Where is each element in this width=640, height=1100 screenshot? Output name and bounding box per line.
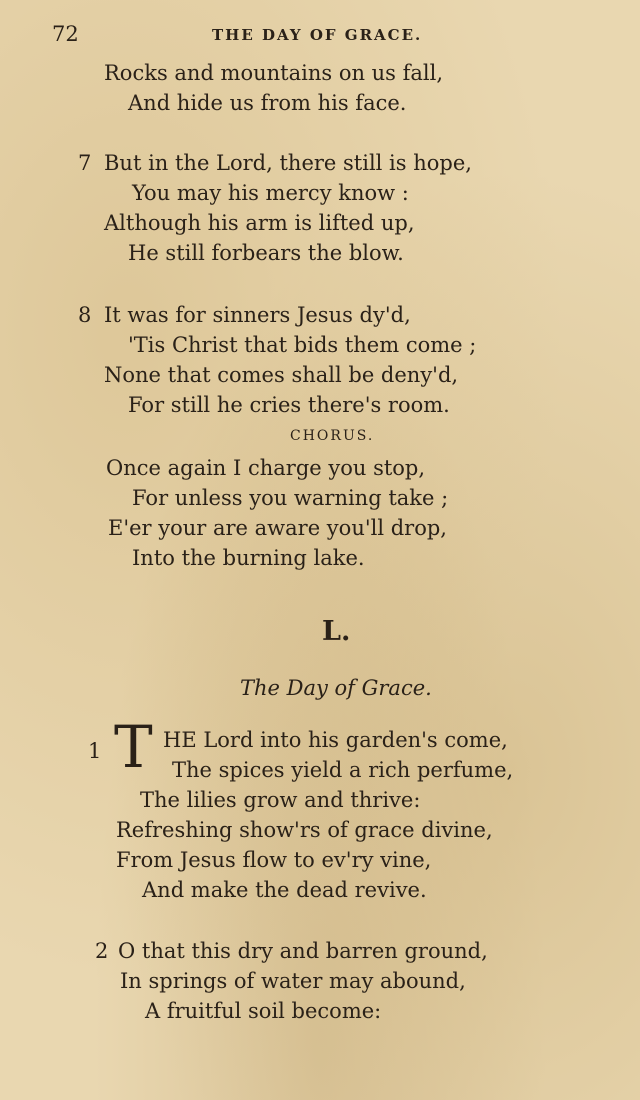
page-header	[52, 22, 472, 48]
verse-line: It was for sinners Jesus dy'd,	[104, 303, 411, 327]
verse-line: From Jesus flow to ev'ry vine,	[116, 848, 432, 872]
verse-line: 'Tis Christ that bids them come ;	[128, 333, 477, 357]
stanza-number: 2	[95, 939, 109, 963]
verse-line: None that comes shall be deny'd,	[104, 363, 459, 387]
verse-line: E'er your are aware you'll drop,	[108, 516, 447, 540]
verse-line: Into the burning lake.	[132, 546, 365, 570]
verse-line: And hide us from his face.	[128, 91, 407, 115]
verse-line: Rocks and mountains on us fall,	[104, 61, 444, 85]
verse-line: Once again I charge you stop,	[106, 456, 426, 480]
hymn-title: The Day of Grace.	[240, 676, 432, 700]
verse-line: HE Lord into his garden's come,	[163, 728, 508, 752]
verse-line: And make the dead revive.	[142, 878, 427, 902]
hymn-number: L.	[322, 616, 351, 647]
verse-line: For still he cries there's room.	[128, 393, 450, 417]
verse-line: The spices yield a rich perfume,	[172, 758, 514, 782]
verse-line: The lilies grow and thrive:	[140, 788, 421, 812]
stanza-number: 7	[78, 151, 92, 175]
verse-line: O that this dry and barren ground,	[118, 939, 488, 963]
verse-line: In springs of water may abound,	[120, 969, 466, 993]
verse-line: Refreshing show'rs of grace divine,	[116, 818, 493, 842]
verse-line: You may his mercy know :	[132, 181, 409, 205]
chorus-label: CHORUS.	[290, 428, 375, 444]
verse-line: Although his arm is lifted up,	[104, 211, 415, 235]
stanza-number: 8	[78, 303, 92, 327]
page-number: 72	[52, 22, 79, 46]
verse-line: He still forbears the blow.	[128, 241, 404, 265]
verse-line: But in the Lord, there still is hope,	[104, 151, 472, 175]
running-head: THE DAY OF GRACE.	[212, 26, 423, 44]
stanza-number: 1	[88, 739, 102, 763]
verse-line: A fruitful soil become:	[145, 999, 382, 1023]
verse-line: For unless you warning take ;	[132, 486, 449, 510]
drop-cap: T	[114, 713, 153, 781]
